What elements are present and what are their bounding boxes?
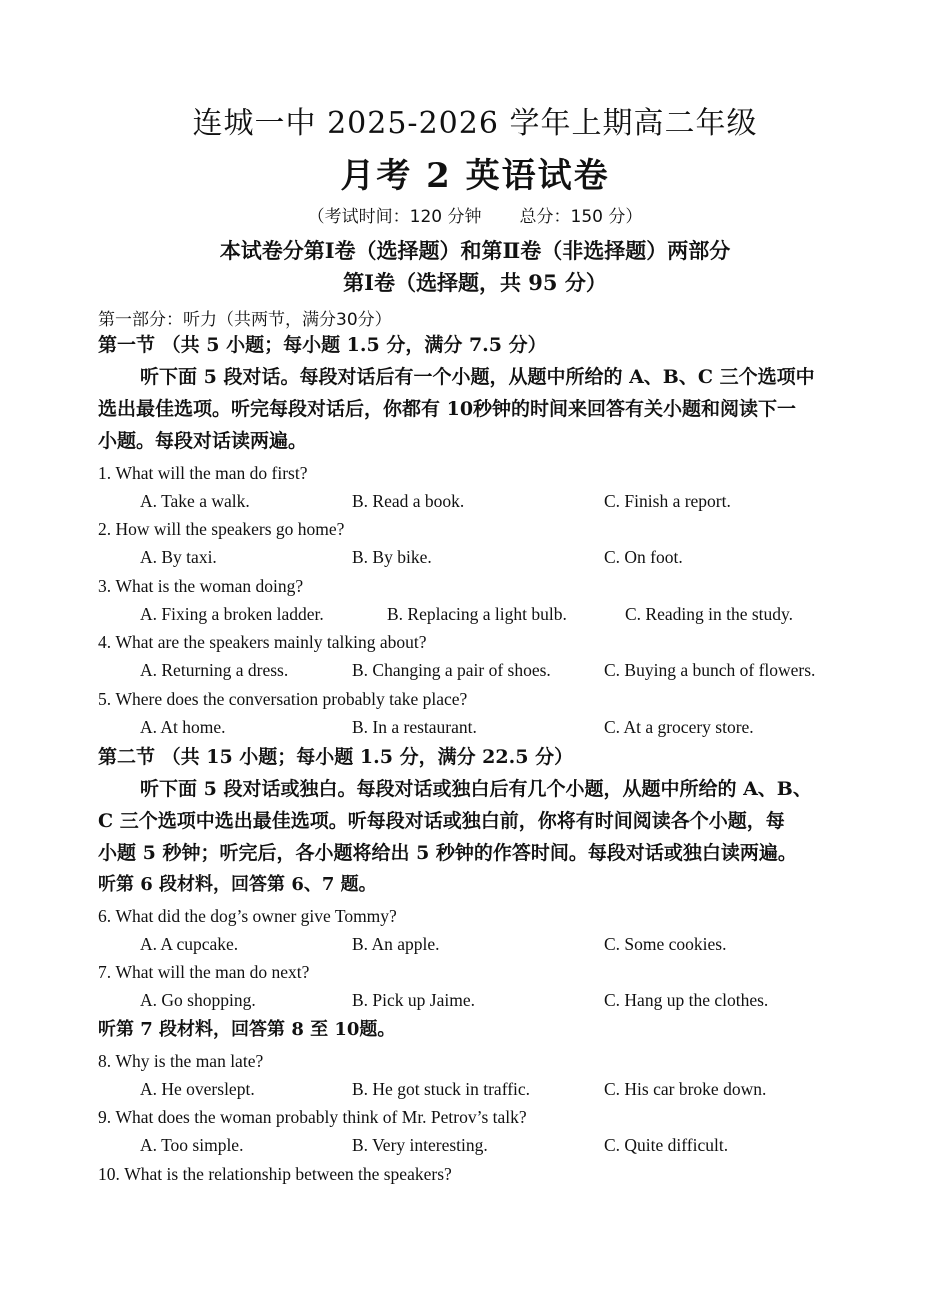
option-a: A. A cupcake. — [140, 934, 239, 954]
option-b: B. By bike. — [352, 547, 432, 567]
part1-title: 第一部分：听力（共两节，满分30分） — [98, 310, 392, 330]
question-number: 4. — [98, 632, 112, 652]
question-number: 10. — [98, 1164, 120, 1184]
question-text: What did the dog’s owner give Tommy? — [115, 906, 397, 926]
question-text: How will the speakers go home? — [115, 519, 345, 539]
option-b: B. An apple. — [352, 934, 440, 954]
question-8 — [98, 1049, 263, 1073]
option-b: B. Replacing a light bulb. — [387, 604, 567, 624]
section1-instruction-line: 选出最佳选项。听完每段对话后，你都有 10秒钟的时间来回答有关小题和阅读下一 — [98, 398, 797, 420]
option-c: C. Quite difficult. — [604, 1135, 729, 1155]
question-number: 7. — [98, 962, 112, 982]
section2-title: 第二节 （共 15 小题；每小题 1.5 分，满分 22.5 分） — [98, 746, 574, 768]
question-5 — [98, 687, 467, 711]
question-3 — [98, 574, 303, 598]
question-number: 9. — [98, 1107, 112, 1127]
option-a: A. Fixing a broken ladder. — [140, 604, 324, 624]
option-a: A. Take a walk. — [140, 491, 250, 511]
material-6-heading: 听第 6 段材料，回答第 6、7 题。 — [98, 874, 377, 895]
section1-title: 第一节 （共 5 小题；每小题 1.5 分，满分 7.5 分） — [98, 334, 547, 356]
question-number: 6. — [98, 906, 112, 926]
question-number: 2. — [98, 519, 112, 539]
option-a: A. At home. — [140, 717, 226, 737]
option-a: A. Returning a dress. — [140, 660, 289, 680]
volume-1-title: 第Ⅰ卷（选择题，共 95 分） — [343, 270, 607, 295]
option-c: C. Finish a report. — [604, 491, 731, 511]
section2-instruction-line: 听下面 5 段对话或独白。每段对话或独白后有几个小题，从题中所给的 A、B、 — [140, 778, 812, 800]
paper-description: 本试卷分第Ⅰ卷（选择题）和第Ⅱ卷（非选择题）两部分 — [219, 238, 731, 263]
option-b: B. Read a book. — [352, 491, 465, 511]
exam-title-school: 连城一中 2025-2026 学年上期高二年级 — [192, 106, 758, 141]
option-a: A. Go shopping. — [140, 990, 256, 1010]
question-text: What is the woman doing? — [115, 576, 304, 596]
question-text: Where does the conversation probably take place? — [115, 689, 468, 709]
question-number: 8. — [98, 1051, 112, 1071]
question-text: What are the speakers mainly talking about? — [115, 632, 427, 652]
option-a: A. He overslept. — [140, 1079, 255, 1099]
question-number: 5. — [98, 689, 112, 709]
question-number: 1. — [98, 463, 112, 483]
option-c: C. On foot. — [604, 547, 683, 567]
option-c: C. Some cookies. — [604, 934, 727, 954]
question-1 — [98, 461, 307, 485]
material-7-heading: 听第 7 段材料，回答第 8 至 10题。 — [98, 1019, 396, 1040]
question-10 — [98, 1162, 452, 1186]
option-b: B. He got stuck in traffic. — [352, 1079, 531, 1099]
question-text: What is the relationship between the speakers? — [124, 1164, 452, 1184]
option-c: C. Hang up the clothes. — [604, 990, 769, 1010]
question-text: What will the man do first? — [115, 463, 308, 483]
question-4 — [98, 630, 427, 654]
option-a: A. By taxi. — [140, 547, 217, 567]
exam-title-subject: 月考 2 英语试卷 — [340, 156, 610, 196]
question-text: What will the man do next? — [115, 962, 310, 982]
exam-info — [0, 205, 950, 229]
option-c: C. Buying a bunch of flowers. — [604, 660, 816, 680]
question-7 — [98, 960, 309, 984]
option-c: C. His car broke down. — [604, 1079, 767, 1099]
option-c: C. Reading in the study. — [625, 604, 794, 624]
section1-instruction-line: 小题。每段对话读两遍。 — [98, 430, 308, 452]
question-6 — [98, 904, 397, 928]
exam-time: （考试时间：120 分钟 — [307, 207, 482, 227]
option-a: A. Too simple. — [140, 1135, 244, 1155]
option-b: B. Pick up Jaime. — [352, 990, 475, 1010]
question-number: 3. — [98, 576, 112, 596]
section2-instruction-line: 小题 5 秒钟；听完后，各小题将给出 5 秒钟的作答时间。每段对话或独白读两遍。 — [98, 842, 797, 864]
question-text: Why is the man late? — [115, 1051, 264, 1071]
option-b: B. Changing a pair of shoes. — [352, 660, 551, 680]
question-9 — [98, 1105, 527, 1129]
option-b: B. In a restaurant. — [352, 717, 477, 737]
option-b: B. Very interesting. — [352, 1135, 488, 1155]
total-score: 总分：150 分） — [519, 207, 643, 227]
question-text: What does the woman probably think of Mr. Petrov’s talk? — [115, 1107, 527, 1127]
section2-instruction-line: C 三个选项中选出最佳选项。听每段对话或独白前，你将有时间阅读各个小题，每 — [98, 810, 785, 832]
question-2 — [98, 517, 344, 541]
section1-instruction-line: 听下面 5 段对话。每段对话后有一个小题，从题中所给的 A、B、C 三个选项中 — [140, 366, 815, 388]
option-c: C. At a grocery store. — [604, 717, 754, 737]
